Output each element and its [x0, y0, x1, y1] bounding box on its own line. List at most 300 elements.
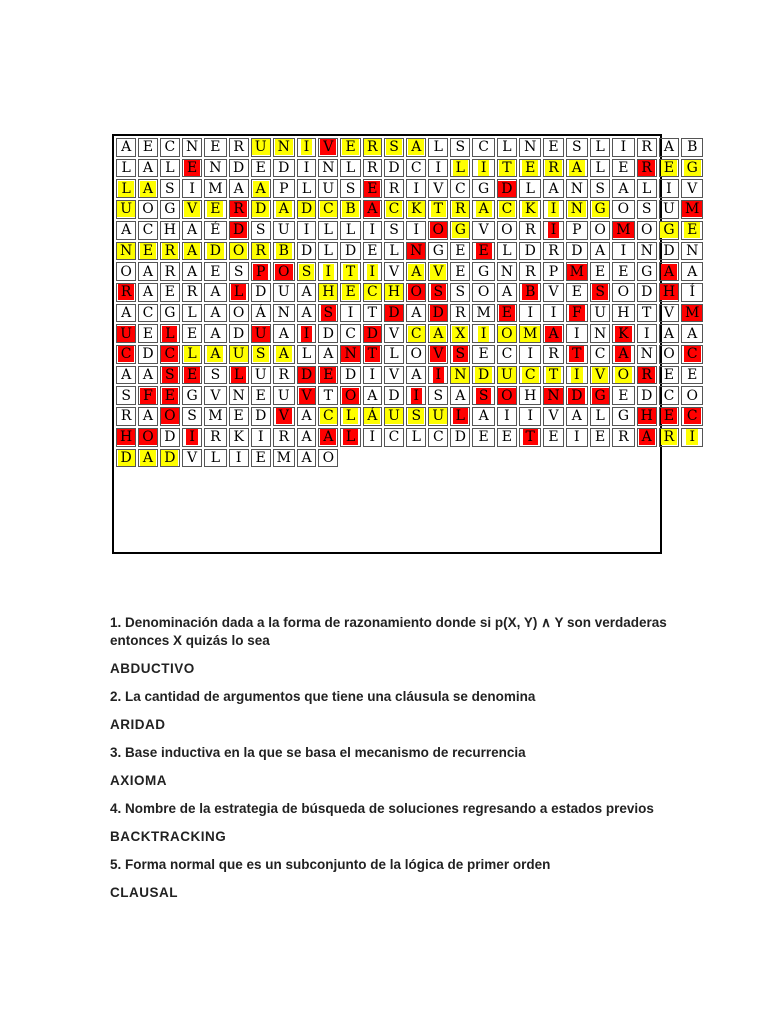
grid-cell [116, 324, 136, 343]
grid-cell [543, 345, 563, 364]
grid-cell [450, 407, 470, 426]
grid-letter: G [164, 201, 176, 218]
grid-cell [450, 138, 470, 157]
grid-cell [273, 324, 295, 343]
grid-letter: O [477, 284, 490, 301]
grid-letter: V [210, 387, 221, 404]
grid-letter: R [524, 263, 536, 280]
grid-cell [612, 304, 634, 323]
grid-letter: I [413, 180, 420, 197]
grid-letter: I [411, 388, 423, 404]
grid-cell [681, 407, 703, 426]
grid-cell [229, 138, 249, 157]
grid-letter: S [345, 180, 356, 197]
grid-letter: C [454, 180, 466, 197]
grid-cell [543, 138, 563, 157]
grid-cell [450, 159, 470, 178]
grid-letter: G [592, 388, 609, 404]
grid-cell [637, 200, 657, 219]
grid-letter: R [618, 429, 629, 446]
grid-letter: N [232, 387, 245, 404]
grid-letter: D [524, 242, 536, 259]
grid-cell [497, 200, 517, 219]
grid-letter: O [161, 408, 178, 424]
grid-cell [229, 449, 249, 468]
grid-cell [543, 428, 563, 447]
grid-letter: V [433, 180, 444, 197]
grid-letter: A [301, 429, 312, 446]
grid-cell [497, 159, 517, 178]
grid-letter: R [364, 139, 381, 155]
grid-letter: D [142, 346, 154, 363]
grid-cell [659, 200, 679, 219]
grid-cell [160, 221, 180, 240]
grid-letter: N [570, 180, 583, 197]
grid-cell [472, 345, 494, 364]
grid-cell [138, 428, 157, 447]
grid-cell [590, 262, 610, 281]
grid-cell [229, 242, 249, 261]
grid-cell [637, 428, 657, 447]
grid-letter: S [162, 367, 178, 383]
grid-letter: I [303, 160, 310, 177]
grid-letter: L [345, 222, 356, 239]
grid-letter: A [320, 429, 336, 445]
grid-cell [182, 345, 202, 364]
grid-cell [566, 324, 588, 343]
grid-cell [497, 324, 517, 343]
grid-cell [637, 345, 657, 364]
grid-cell [519, 242, 541, 261]
grid-cell [519, 428, 541, 447]
grid-cell [318, 159, 338, 178]
grid-letter: N [524, 139, 537, 156]
grid-cell [428, 221, 448, 240]
grid-letter: F [569, 305, 585, 321]
grid-letter: O [501, 222, 513, 239]
grid-cell [297, 159, 316, 178]
grid-letter: L [210, 449, 221, 466]
grid-cell [116, 345, 136, 364]
grid-cell [363, 428, 382, 447]
grid-letter: E [184, 160, 200, 176]
grid-cell [659, 242, 679, 261]
grid-cell [497, 407, 517, 426]
grid-letter: D [430, 305, 447, 321]
grid-letter: A [430, 326, 446, 342]
grid-letter: L [323, 242, 333, 259]
grid-cell [340, 242, 360, 261]
grid-cell [318, 242, 338, 261]
grid-cell [450, 366, 470, 385]
grid-cell [450, 428, 470, 447]
grid-cell [637, 386, 657, 405]
grid-cell [472, 262, 494, 281]
grid-letter: E [661, 160, 677, 176]
grid-letter: N [185, 139, 199, 156]
grid-cell [659, 304, 679, 323]
grid-letter: C [161, 346, 178, 362]
grid-letter: Á [364, 408, 380, 424]
grid-letter: M [613, 222, 633, 238]
grid-letter: D [207, 243, 224, 259]
grid-cell [428, 159, 448, 178]
grid-letter: A [478, 408, 489, 425]
grid-letter: D [475, 367, 492, 383]
grid-cell [681, 283, 703, 302]
grid-cell [681, 324, 703, 343]
grid-letter: E [618, 160, 629, 177]
grid-letter: N [544, 388, 562, 404]
grid-cell [406, 159, 426, 178]
grid-letter: R [638, 367, 655, 383]
grid-cell [637, 366, 657, 385]
grid-cell [428, 262, 448, 281]
grid-letter: M [476, 304, 491, 321]
grid-letter: E [342, 284, 358, 300]
grid-cell [450, 221, 470, 240]
grid-letter: E [162, 388, 178, 404]
grid-letter: R [120, 408, 132, 425]
grid-letter: A [142, 284, 154, 301]
grid-letter: D [388, 387, 400, 404]
grid-cell [273, 449, 295, 468]
grid-letter: C [386, 201, 403, 217]
grid-letter: D [252, 201, 269, 217]
grid-letter: L [231, 284, 246, 300]
grid-cell [138, 221, 157, 240]
grid-cell [138, 179, 157, 198]
grid-cell [659, 221, 679, 240]
grid-cell [543, 179, 563, 198]
grid-letter: C [522, 367, 539, 383]
grid-cell [229, 159, 249, 178]
grid-letter: A [210, 325, 221, 342]
grid-letter: I [369, 222, 376, 239]
grid-letter: N [277, 304, 290, 321]
grid-cell [681, 366, 703, 385]
grid-letter: C [118, 346, 135, 362]
grid-cell [297, 242, 316, 261]
grid-cell [590, 283, 610, 302]
grid-letter: R [118, 284, 135, 300]
grid-cell [116, 159, 136, 178]
grid-cell [340, 200, 360, 219]
grid-cell [340, 428, 360, 447]
grid-cell [116, 449, 136, 468]
grid-cell [340, 407, 360, 426]
grid-cell [519, 221, 541, 240]
grid-cell [116, 179, 136, 198]
grid-letter: I [550, 304, 557, 321]
grid-cell [497, 138, 517, 157]
grid-letter: A [411, 367, 422, 384]
grid-letter: O [342, 388, 359, 404]
grid-cell [251, 200, 271, 219]
grid-cell [519, 386, 541, 405]
grid-letter: N [640, 242, 653, 259]
grid-letter: N [407, 243, 425, 259]
grid-cell [116, 304, 136, 323]
grid-letter: L [595, 408, 605, 425]
grid-cell [297, 428, 316, 447]
grid-letter: L [389, 242, 399, 259]
grid-letter: A [323, 346, 334, 363]
grid-letter: L [343, 429, 358, 445]
grid-letter: C [410, 160, 422, 177]
grid-letter: R [661, 429, 678, 445]
grid-cell [428, 345, 448, 364]
grid-cell [659, 366, 679, 385]
grid-letter: I [571, 367, 583, 383]
grid-letter: D [255, 408, 267, 425]
grid-cell [406, 179, 426, 198]
grid-cell [116, 283, 136, 302]
grid-cell [160, 242, 180, 261]
grid-letter: I [347, 304, 354, 321]
grid-cell [182, 428, 202, 447]
word-search-grid [112, 134, 700, 554]
grid-cell [428, 386, 448, 405]
grid-letter: I [574, 325, 580, 342]
grid-cell [590, 159, 610, 178]
grid-letter: E [140, 243, 156, 259]
grid-letter: M [208, 180, 223, 197]
grid-letter: S [455, 284, 466, 301]
grid-cell [612, 428, 634, 447]
grid-cell [273, 138, 295, 157]
grid-letter: C [388, 429, 400, 446]
grid-cell [204, 179, 226, 198]
grid-cell [340, 386, 360, 405]
grid-cell [160, 179, 180, 198]
grid-letter: N [640, 346, 653, 363]
grid-cell [138, 242, 157, 261]
grid-cell [204, 221, 226, 240]
grid-cell [406, 138, 426, 157]
grid-letter: S [389, 222, 399, 239]
grid-letter: L [187, 304, 197, 321]
grid-cell [297, 262, 316, 281]
grid-letter: A [618, 180, 629, 197]
grid-cell [612, 386, 634, 405]
grid-cell [566, 283, 588, 302]
grid-cell [116, 262, 136, 281]
grid-letter: R [252, 243, 269, 259]
grid-cell [340, 324, 360, 343]
grid-letter: N [341, 346, 359, 362]
grid-letter: D [344, 367, 357, 384]
grid-letter: E [255, 387, 266, 404]
grid-cell [160, 428, 180, 447]
grid-letter: O [408, 284, 425, 300]
grid-cell [543, 242, 563, 261]
grid-letter: I [435, 160, 442, 177]
grid-cell [428, 138, 448, 157]
grid-cell [138, 386, 157, 405]
grid-cell [681, 138, 703, 157]
grid-cell [681, 345, 703, 364]
grid-letter: S [255, 222, 266, 239]
grid-cell [318, 200, 338, 219]
grid-cell [204, 262, 226, 281]
grid-cell [384, 324, 404, 343]
grid-letter: A [501, 284, 512, 301]
grid-cell [138, 283, 157, 302]
grid-letter: R [524, 222, 536, 239]
grid-cell [406, 262, 426, 281]
grid-cell [428, 366, 448, 385]
grid-letter: Á [255, 304, 266, 321]
grid-cell [384, 428, 404, 447]
grid-letter: A [687, 325, 698, 342]
grid-cell [229, 386, 249, 405]
grid-letter: S [165, 180, 175, 197]
grid-letter: L [411, 429, 421, 446]
grid-letter: A [569, 160, 585, 176]
grid-cell [363, 159, 382, 178]
grid-cell [318, 138, 338, 157]
grid-cell [497, 428, 517, 447]
grid-cell [204, 138, 226, 157]
grid-cell [406, 345, 426, 364]
grid-cell [204, 159, 226, 178]
grid-cell [116, 138, 136, 157]
grid-letter: N [117, 243, 135, 259]
grid-cell [138, 449, 157, 468]
grid-letter: G [452, 222, 469, 238]
grid-cell [637, 159, 657, 178]
grid-cell [297, 179, 316, 198]
grid-letter: O [230, 243, 247, 259]
grid-cell [363, 345, 382, 364]
grid-cell [160, 407, 180, 426]
grid-letter: S [321, 305, 337, 321]
grid-cell [204, 407, 226, 426]
grid-letter: G [432, 242, 444, 259]
grid-cell [450, 262, 470, 281]
grid-letter: L [595, 139, 605, 156]
grid-letter: E [320, 367, 336, 383]
grid-cell [384, 407, 404, 426]
grid-cell [590, 324, 610, 343]
grid-letter: E [687, 367, 698, 384]
grid-cell [251, 159, 271, 178]
grid-cell [543, 221, 563, 240]
grid-letter: A [210, 284, 221, 301]
question-list [110, 614, 670, 912]
grid-cell [428, 283, 448, 302]
grid-letter: G [592, 201, 609, 217]
grid-cell [450, 304, 470, 323]
grid-letter: A [210, 304, 221, 321]
grid-letter: I [257, 429, 264, 446]
grid-cell [229, 221, 249, 240]
grid-letter: H [660, 284, 678, 300]
grid-letter: A [187, 263, 198, 280]
grid-cell [273, 407, 295, 426]
grid-cell [519, 283, 541, 302]
grid-cell [363, 200, 382, 219]
grid-cell [363, 283, 382, 302]
grid-cell [229, 262, 249, 281]
grid-letter: E [594, 429, 606, 446]
grid-cell [450, 200, 470, 219]
grid-cell [273, 242, 295, 261]
grid-letter: D [233, 325, 245, 342]
grid-letter: S [431, 284, 447, 300]
grid-cell [384, 283, 404, 302]
grid-cell [204, 200, 226, 219]
grid-letter: S [453, 346, 469, 362]
grid-letter: I [478, 326, 490, 342]
grid-cell [497, 242, 517, 261]
grid-letter: E [478, 346, 489, 363]
grid-cell [182, 366, 202, 385]
grid-cell [566, 138, 588, 157]
grid-cell [160, 159, 180, 178]
grid-letter: A [184, 243, 200, 259]
grid-cell [497, 345, 517, 364]
grid-letter: R [162, 243, 179, 259]
grid-letter: A [142, 160, 154, 177]
grid-letter: C [684, 346, 701, 362]
grid-cell [406, 304, 426, 323]
grid-letter: R [455, 304, 466, 321]
grid-cell [297, 386, 316, 405]
grid-letter: E [233, 408, 244, 425]
grid-letter: I [367, 264, 379, 280]
grid-cell [251, 345, 271, 364]
grid-letter: M [682, 305, 702, 321]
grid-cell [659, 428, 679, 447]
grid-cell [472, 283, 494, 302]
grid-letter: A [207, 346, 223, 362]
grid-letter: U [252, 326, 270, 342]
grid-letter: R [278, 429, 290, 446]
grid-cell [229, 304, 249, 323]
grid-letter: A [253, 181, 269, 197]
grid-letter: O [139, 429, 156, 445]
grid-letter: D [161, 450, 178, 466]
grid-letter: E [548, 139, 559, 156]
grid-letter: É [210, 222, 221, 239]
grid-letter: B [522, 284, 538, 300]
grid-cell [612, 200, 634, 219]
grid-letter: K [615, 326, 631, 342]
grid-cell [472, 407, 494, 426]
grid-letter: D [568, 388, 585, 404]
grid-letter: P [572, 222, 582, 239]
grid-letter: T [546, 367, 561, 383]
grid-cell [566, 221, 588, 240]
grid-cell [659, 386, 679, 405]
grid-cell [297, 221, 316, 240]
grid-letter: I [643, 325, 650, 342]
grid-cell [428, 304, 448, 323]
grid-cell [637, 407, 657, 426]
grid-letter: G [478, 263, 490, 280]
grid-letter: D [164, 429, 176, 446]
grid-letter: A [121, 304, 132, 321]
grid-cell [428, 242, 448, 261]
grid-cell [497, 179, 517, 198]
grid-cell [251, 386, 271, 405]
grid-cell [406, 324, 426, 343]
grid-letter: N [275, 139, 293, 155]
grid-letter: A [661, 264, 677, 280]
grid-letter: R [230, 201, 247, 217]
